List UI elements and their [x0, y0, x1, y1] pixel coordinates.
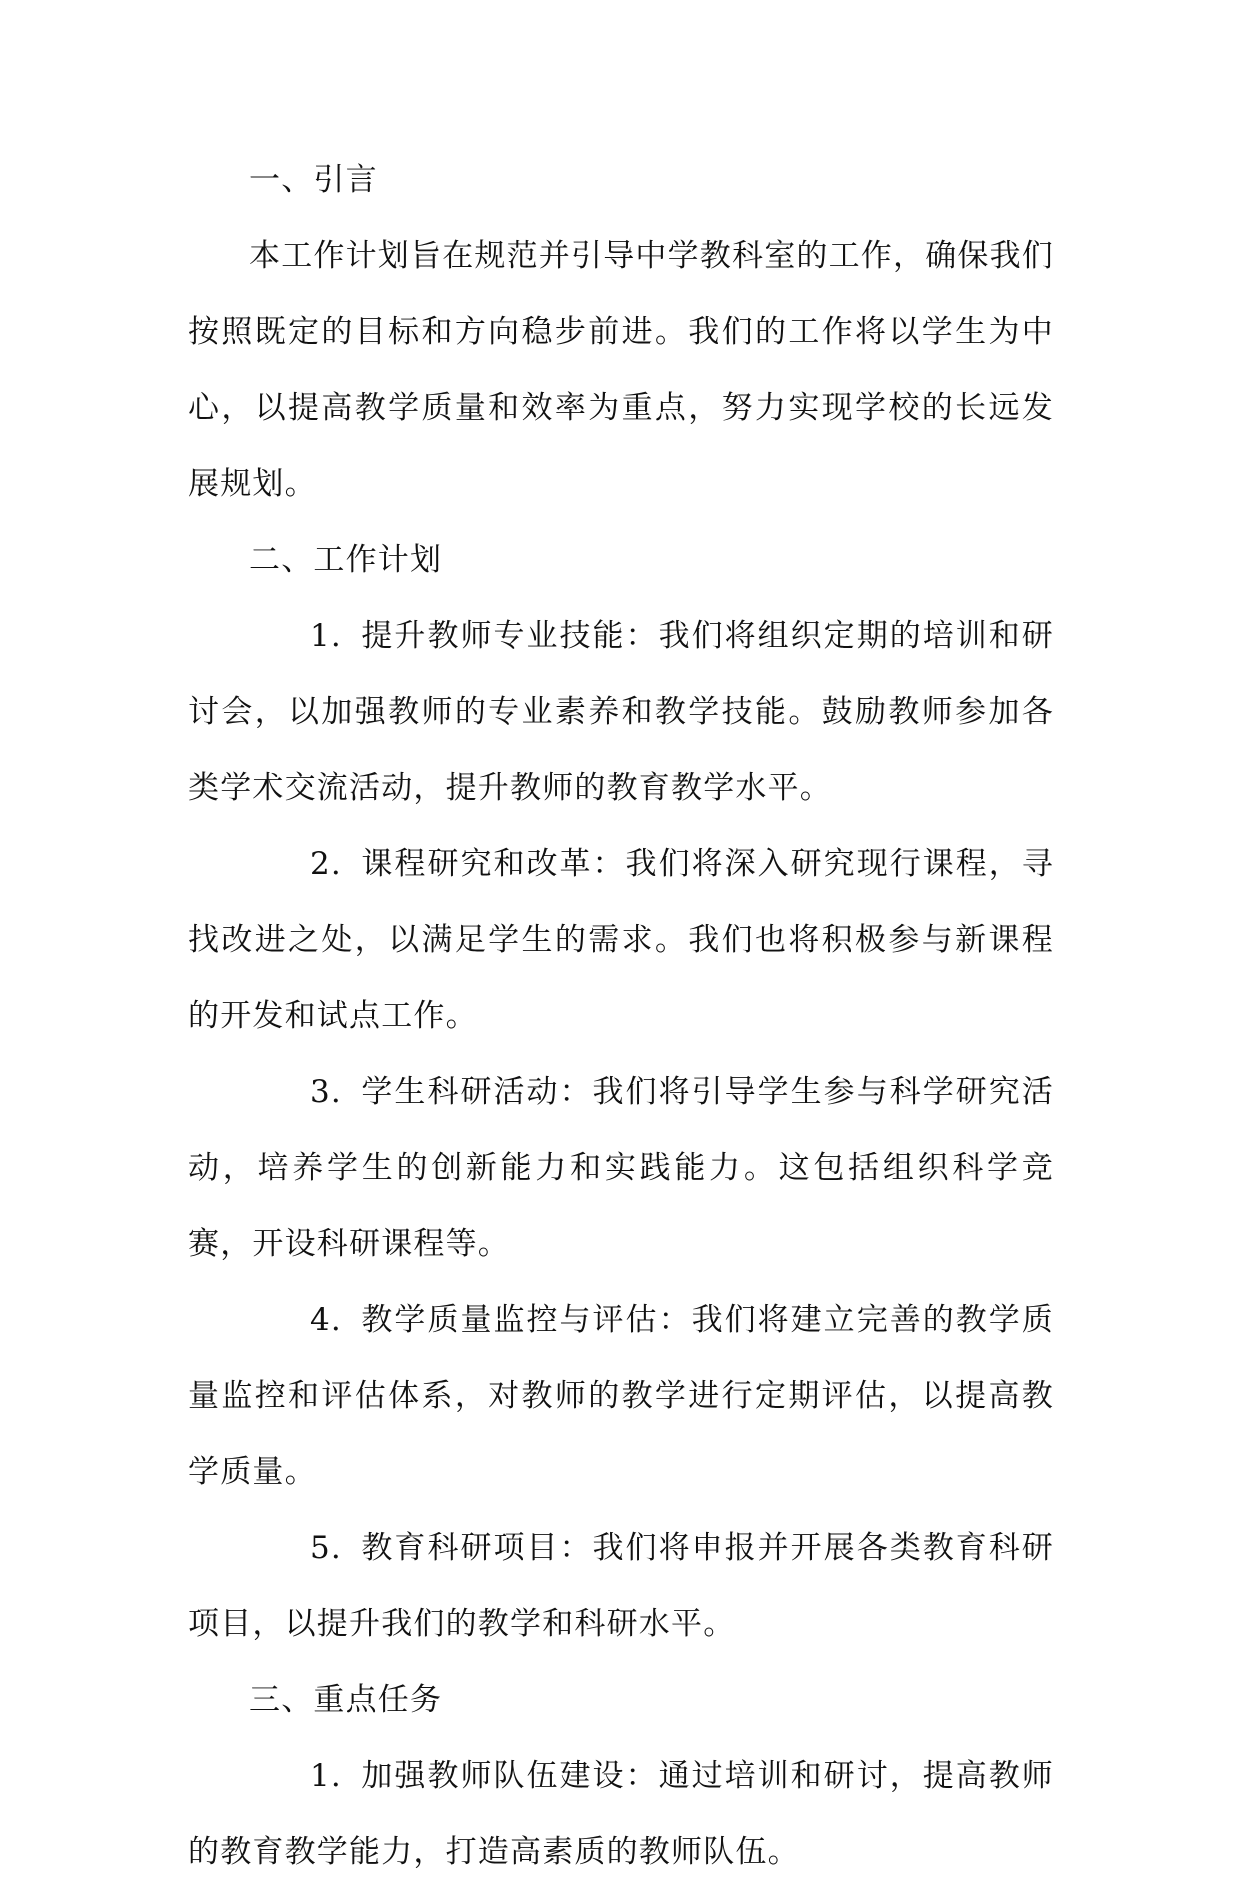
item-number: 1.: [310, 618, 342, 654]
section-heading-key-tasks: 三、重点任务: [249, 1682, 443, 1718]
key-task-item: [188, 1738, 1054, 1890]
work-plan-item: [188, 1054, 1054, 1282]
document-body: [188, 142, 1054, 1890]
introduction-paragraph: 本工作计划旨在规范并引导中学教科室的工作，确保我们按照既定的目标和方向稳步前进。我们的工作将以学生为中心，以提高教学质量和效率为重点，努力实现学校的长远发展规划。: [188, 238, 1054, 502]
item-text: 教育科研项目：我们将申报并开展各类教育科研项目，以提升我们的教学和科研水平。: [188, 1530, 1054, 1642]
item-text: 学生科研活动：我们将引导学生参与科学研究活动，培养学生的创新能力和实践能力。这包括组织科学竞赛，开设科研课程等。: [188, 1074, 1054, 1262]
item-number: 5.: [310, 1530, 342, 1566]
item-text: 加强教师队伍建设：通过培训和研讨，提高教师的教育教学能力，打造高素质的教师队伍。: [188, 1758, 1054, 1870]
item-text: 课程研究和改革：我们将深入研究现行课程，寻找改进之处，以满足学生的需求。我们也将积极参与新课程的开发和试点工作。: [188, 846, 1054, 1034]
work-plan-item: [188, 1510, 1054, 1662]
work-plan-item: [188, 1282, 1054, 1510]
item-text: 教学质量监控与评估：我们将建立完善的教学质量监控和评估体系，对教师的教学进行定期评估，以提高教学质量。: [188, 1302, 1054, 1490]
work-plan-item: [188, 598, 1054, 826]
section-heading-introduction: 一、引言: [249, 162, 378, 198]
work-plan-item: [188, 826, 1054, 1054]
item-number: 1.: [310, 1758, 342, 1794]
item-number: 3.: [310, 1074, 342, 1110]
item-number: 4.: [310, 1302, 342, 1338]
item-text: 提升教师专业技能：我们将组织定期的培训和研讨会，以加强教师的专业素养和教学技能。鼓励教师参加各类学术交流活动，提升教师的教育教学水平。: [188, 618, 1054, 806]
section-heading-work-plan: 二、工作计划: [249, 542, 443, 578]
item-number: 2.: [310, 846, 342, 882]
